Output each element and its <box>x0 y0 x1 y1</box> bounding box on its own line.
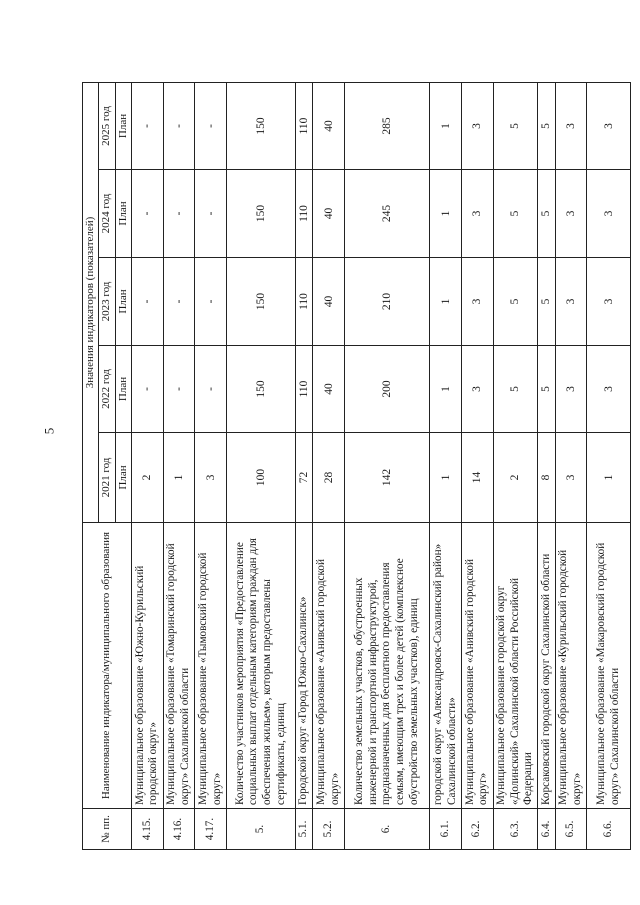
row-value-2023: - <box>163 258 195 346</box>
header-number: № пп. <box>83 809 132 850</box>
row-name: Муниципальное образование городской округ «Долинский» Сахалинской области Российской Федерации <box>493 523 538 809</box>
row-name: Корсаковский городской округ Сахалинской области <box>538 523 555 809</box>
header-plan: План <box>115 82 131 169</box>
row-value-2021: 1 <box>587 433 631 523</box>
row-value-2022: 5 <box>538 346 555 433</box>
header-plan: План <box>115 433 131 523</box>
row-name: Количество земельных участков, обустроенных инженерной и транспортной инфраструктурой, предназначенных для бесплатного предоставления семьям, имеющим трех и более детей (комплексное обустройство земельных участков), единиц <box>344 523 430 809</box>
row-value-2025: - <box>132 82 164 169</box>
row-value-2024: 3 <box>555 170 587 258</box>
row-value-2023: 3 <box>461 258 493 346</box>
table-row <box>430 82 462 849</box>
row-number: 6.4. <box>538 809 555 850</box>
row-value-2025: 150 <box>226 82 295 169</box>
row-value-2021: 8 <box>538 433 555 523</box>
row-value-2024: 5 <box>493 170 538 258</box>
row-value-2025: 3 <box>461 82 493 169</box>
row-value-2022: 3 <box>461 346 493 433</box>
row-number: 6.1. <box>430 809 462 850</box>
row-value-2022: 150 <box>226 346 295 433</box>
row-value-2025: - <box>195 82 227 169</box>
row-value-2023: 210 <box>344 258 430 346</box>
row-value-2022: 40 <box>313 346 345 433</box>
row-value-2021: 2 <box>132 433 164 523</box>
table-row <box>313 82 345 849</box>
row-value-2025: 5 <box>493 82 538 169</box>
table-row <box>461 82 493 849</box>
row-value-2025: 5 <box>538 82 555 169</box>
row-value-2022: - <box>163 346 195 433</box>
row-value-2021: 3 <box>195 433 227 523</box>
row-number: 6.5. <box>555 809 587 850</box>
row-value-2022: 1 <box>430 346 462 433</box>
row-value-2021: 2 <box>493 433 538 523</box>
row-value-2025: 285 <box>344 82 430 169</box>
table-row <box>132 82 164 849</box>
row-name: Городской округ «Город Южно-Сахалинск» <box>296 523 313 809</box>
row-name: Муниципальное образование «Тымовский городской округ» <box>195 523 227 809</box>
row-number: 6.3. <box>493 809 538 850</box>
row-value-2022: 3 <box>587 346 631 433</box>
row-name: Количество участников мероприятия «Предоставление социальных выплат отдельным категориям граждан для обеспечения жильем», которым предоставлены сертификаты, единиц <box>226 523 295 809</box>
row-value-2025: 3 <box>587 82 631 169</box>
row-value-2023: 5 <box>493 258 538 346</box>
table-row <box>587 82 631 849</box>
row-value-2021: 142 <box>344 433 430 523</box>
row-value-2021: 3 <box>555 433 587 523</box>
table-row <box>538 82 555 849</box>
row-name: Муниципальное образование «Курильский городской округ» <box>555 523 587 809</box>
row-value-2024: 1 <box>430 170 462 258</box>
row-value-2023: 3 <box>555 258 587 346</box>
row-value-2022: - <box>195 346 227 433</box>
row-number: 6.6. <box>587 809 631 850</box>
row-name: Муниципальное образование «Макаровский городской округ» Сахалинской области <box>587 523 631 809</box>
row-value-2025: 110 <box>296 82 313 169</box>
row-name: Муниципальное образование «Анивский городской округ» <box>461 523 493 809</box>
row-value-2022: 5 <box>493 346 538 433</box>
table-row <box>296 82 313 849</box>
row-value-2023: 150 <box>226 258 295 346</box>
row-value-2024: 5 <box>538 170 555 258</box>
header-name: Наименование индикатора/муниципального образования <box>83 523 132 809</box>
header-year: 2021 год <box>99 433 115 523</box>
row-value-2022: 110 <box>296 346 313 433</box>
row-number: 5. <box>226 809 295 850</box>
header-year: 2023 год <box>99 258 115 346</box>
row-value-2023: 110 <box>296 258 313 346</box>
row-number: 4.17. <box>195 809 227 850</box>
row-value-2024: 245 <box>344 170 430 258</box>
row-value-2021: 100 <box>226 433 295 523</box>
row-number: 6.2. <box>461 809 493 850</box>
header-plan: План <box>115 170 131 258</box>
row-value-2021: 28 <box>313 433 345 523</box>
row-value-2025: - <box>163 82 195 169</box>
row-value-2024: 110 <box>296 170 313 258</box>
header-year: 2022 год <box>99 346 115 433</box>
header-plan: План <box>115 258 131 346</box>
row-value-2023: - <box>195 258 227 346</box>
row-value-2023: - <box>132 258 164 346</box>
row-value-2022: 200 <box>344 346 430 433</box>
row-value-2024: 40 <box>313 170 345 258</box>
row-value-2024: - <box>195 170 227 258</box>
row-value-2022: - <box>132 346 164 433</box>
row-number: 5.2. <box>313 809 345 850</box>
row-number: 4.16. <box>163 809 195 850</box>
row-number: 6. <box>344 809 430 850</box>
table-row <box>163 82 195 849</box>
table-row <box>493 82 538 849</box>
row-name: Муниципальное образование «Анивский городской округ» <box>313 523 345 809</box>
table-row <box>226 82 295 849</box>
row-value-2024: - <box>163 170 195 258</box>
row-value-2024: - <box>132 170 164 258</box>
table-row <box>555 82 587 849</box>
header-group: Значения индикаторов (показателей) <box>83 82 99 522</box>
row-value-2021: 1 <box>430 433 462 523</box>
row-value-2025: 1 <box>430 82 462 169</box>
row-value-2023: 40 <box>313 258 345 346</box>
table-row <box>195 82 227 849</box>
header-year: 2025 год <box>99 82 115 169</box>
document-rotated-area <box>82 83 631 850</box>
table-row <box>344 82 430 849</box>
row-value-2021: 14 <box>461 433 493 523</box>
row-value-2021: 72 <box>296 433 313 523</box>
row-value-2023: 5 <box>538 258 555 346</box>
row-number: 4.15. <box>132 809 164 850</box>
row-value-2024: 150 <box>226 170 295 258</box>
header-plan: План <box>115 346 131 433</box>
row-name: Муниципальное образование «Южно-Курильский городской округ» <box>132 523 164 809</box>
row-value-2023: 1 <box>430 258 462 346</box>
row-name: городской округ «Александровск-Сахалинский район» Сахалинской области» <box>430 523 462 809</box>
header-year: 2024 год <box>99 170 115 258</box>
indicators-table <box>82 82 631 850</box>
row-value-2024: 3 <box>587 170 631 258</box>
row-number: 5.1. <box>296 809 313 850</box>
page-number: 5 <box>41 427 57 435</box>
row-value-2023: 3 <box>587 258 631 346</box>
row-value-2025: 3 <box>555 82 587 169</box>
row-value-2022: 3 <box>555 346 587 433</box>
row-name: Муниципальное образование «Томаринский городской округ» Сахалинской области <box>163 523 195 809</box>
row-value-2024: 3 <box>461 170 493 258</box>
row-value-2025: 40 <box>313 82 345 169</box>
row-value-2021: 1 <box>163 433 195 523</box>
